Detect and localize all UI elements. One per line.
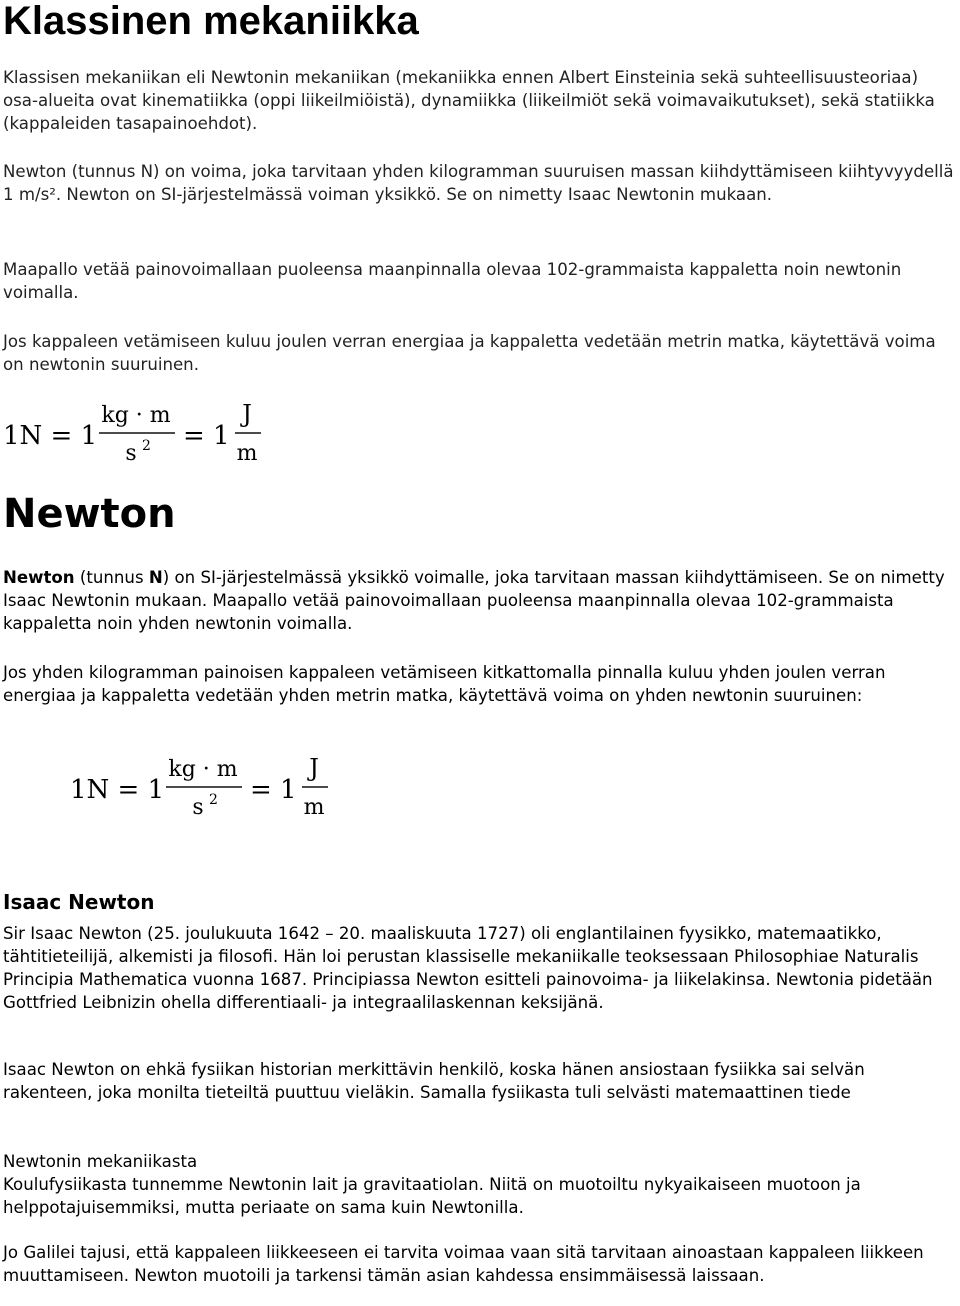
formula-numerator-1: kg · m (101, 403, 171, 428)
newton-paragraph-1 (3, 566, 957, 635)
newton-bold-symbol: N (148, 568, 163, 587)
newton-text-2: ) on SI-järjestelmässä yksikkö voimalle, joka tarvitaan massan kiihdyttämiseen. Se on nimetty Isaac Newtonin mukaan. Maapallo vetää painovoimallaan puoleensa maanpinnalla olevaa 102-grammaista kappaletta noin yhden newtonin voimalla. (3, 568, 945, 633)
formula-middle: = 1 (250, 775, 297, 805)
formula-denominator-2: m (236, 441, 258, 466)
section-heading-isaac-newton: Isaac Newton (3, 890, 155, 914)
isaac-paragraph-4: Jo Galilei tajusi, että kappaleen liikkeeseen ei tarvita voimaa vaan sitä tarvitaan ainoastaan kappaleen liikkeen muuttamiseen. Newton muotoili ja tarkensi tämän asian kahdessa ensimmäisessä laissaan. (3, 1243, 924, 1285)
section-heading-newton: Newton (3, 491, 176, 537)
isaac-paragraph-1: Sir Isaac Newton (25. joulukuuta 1642 – 20. maaliskuuta 1727) oli englantilainen fyysikko, matemaatikko, tähtitieteilijä, alkemisti ja filosofi. Hän loi perustan klassiselle mekaniikalle teoksessaan Philosophiae Naturalis Principia Mathematica vuonna 1687. Principiassa Newton esitteli painovoima- ja liikelakinsa. Newtonia pidetään Gottfried Leibnizin ohella differentiaali- ja integraalilaskennan keksijänä. (3, 924, 933, 1012)
newton-paragraph-2: Jos yhden kilogramman painoisen kappaleen vetämiseen kitkattomalla pinnalla kuluu yhden joulen verran energiaa ja kappaletta vedetään yhden metrin matka, käytettävä voima on yhden newtonin suuruinen: (3, 663, 886, 705)
isaac-paragraph-2: Isaac Newton on ehkä fysiikan historian merkittävin henkilö, koska hänen ansiostaan fysiikka sai selvän rakenteen, joka monilta tieteiltä puuttuu vieläkin. Samalla fysiikasta tuli selvästi matemaattinen tiede (3, 1060, 865, 1102)
formula-exponent: 2 (209, 792, 218, 808)
formula-denominator-2: m (303, 795, 325, 820)
isaac-paragraph-3-title: Newtonin mekaniikasta (3, 1152, 198, 1171)
page-title: Klassinen mekaniikka (3, 0, 419, 43)
formula-denominator-1: s (192, 795, 204, 820)
formula-lhs: 1N = 1 (3, 421, 98, 451)
formula-numerator-1: kg · m (168, 757, 238, 782)
intro-paragraph-2: Newton (tunnus N) on voima, joka tarvitaan yhden kilogramman suuruisen massan kiihdyttämiseen kiihtyvyydellä 1 m/s². Newton on SI-järjestelmässä voiman yksikkö. Se on nimetty Isaac Newtonin mukaan. (3, 162, 954, 204)
formula-exponent: 2 (142, 438, 151, 454)
isaac-paragraph-3: Koulufysiikasta tunnemme Newtonin lait ja gravitaatiolan. Niitä on muotoiltu nykyaikaiseen muotoon ja helppotajuisemmiksi, mutta periaate on sama kuin Newtonilla. (3, 1175, 861, 1217)
newton-text-1: (tunnus (74, 568, 149, 587)
intro-paragraph-1: Klassisen mekaniikan eli Newtonin mekaniikan (mekaniikka ennen Albert Einsteinia sekä suhteellisuusteoriaa) osa-alueita ovat kinematiikka (oppi liikeilmiöistä), dynamiikka (liikeilmiöt sekä voimavaikutukset), sekä statiikka (kappaleiden tasapainoehdot). (3, 68, 935, 133)
formula-numerator-2: J (309, 754, 319, 782)
newton-bold-term: Newton (3, 568, 75, 587)
formula-middle: = 1 (183, 421, 230, 451)
formula-numerator-2: J (242, 400, 252, 428)
intro-paragraph-4: Jos kappaleen vetämiseen kuluu joulen verran energiaa ja kappaletta vedetään metrin matka, käytettävä voima on newtonin suuruinen. (3, 332, 936, 374)
newton-formula-1 (3, 396, 273, 468)
newton-formula-2 (70, 750, 340, 822)
formula-denominator-1: s (125, 441, 137, 466)
intro-paragraph-3: Maapallo vetää painovoimallaan puoleensa maanpinnalla olevaa 102-grammaista kappaletta noin newtonin voimalla. (3, 260, 902, 302)
formula-lhs: 1N = 1 (70, 775, 165, 805)
